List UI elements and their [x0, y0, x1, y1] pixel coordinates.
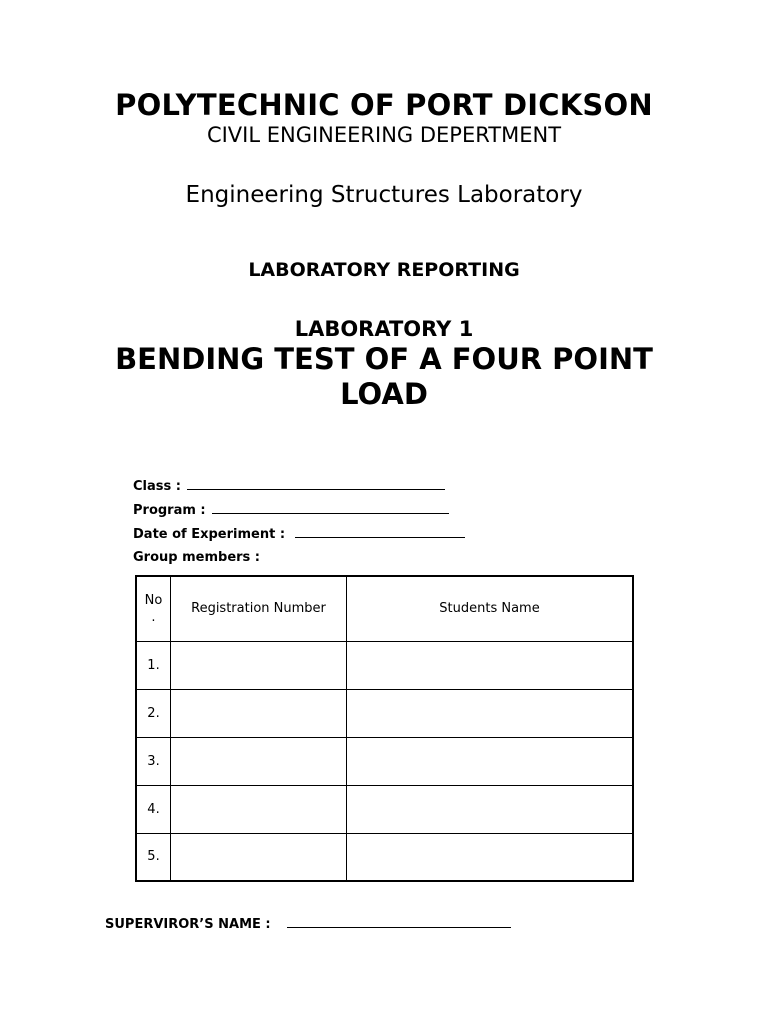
department-name: CIVIL ENGINEERING DEPERTMENT	[206, 123, 562, 147]
student-name-cell[interactable]	[347, 833, 634, 881]
supervisor-blank-line[interactable]	[287, 916, 511, 928]
lab-number: LABORATORY 1	[294, 317, 474, 341]
registration-cell[interactable]	[171, 641, 347, 689]
experiment-title	[0, 342, 768, 412]
group-members-table	[135, 575, 634, 882]
program-label: Program :	[133, 503, 206, 518]
header-registration: Registration Number	[171, 576, 347, 641]
header-no-line2: .	[151, 609, 156, 625]
program-field	[133, 502, 449, 518]
experiment-title-line2: LOAD	[340, 377, 428, 411]
table-row	[136, 689, 633, 737]
row-number: 4.	[136, 785, 171, 833]
program-blank-line[interactable]	[212, 502, 449, 514]
group-members-label: Group members :	[133, 550, 261, 565]
date-blank-line[interactable]	[295, 526, 465, 538]
table-row	[136, 737, 633, 785]
supervisor-field	[105, 916, 511, 932]
table-row	[136, 641, 633, 689]
laboratory-name: Engineering Structures Laboratory	[185, 182, 583, 208]
date-field	[133, 526, 465, 542]
class-label: Class :	[133, 479, 181, 494]
table-row	[136, 833, 633, 881]
row-number: 5.	[136, 833, 171, 881]
registration-cell[interactable]	[171, 689, 347, 737]
student-name-cell[interactable]	[347, 689, 634, 737]
supervisor-label: SUPERVIROR’S NAME :	[105, 917, 271, 932]
registration-cell[interactable]	[171, 737, 347, 785]
class-blank-line[interactable]	[187, 478, 445, 490]
row-number: 3.	[136, 737, 171, 785]
report-type: LABORATORY REPORTING	[248, 259, 520, 281]
header-no	[136, 576, 171, 641]
experiment-title-line1: BENDING TEST OF A FOUR POINT	[115, 342, 653, 376]
table-header-row	[136, 576, 633, 641]
student-name-cell[interactable]	[347, 737, 634, 785]
registration-cell[interactable]	[171, 833, 347, 881]
student-name-cell[interactable]	[347, 785, 634, 833]
institution-name: POLYTECHNIC OF PORT DICKSON	[115, 88, 653, 122]
row-number: 2.	[136, 689, 171, 737]
table-row	[136, 785, 633, 833]
header-no-line1: No	[144, 592, 163, 608]
date-label: Date of Experiment :	[133, 527, 286, 542]
row-number: 1.	[136, 641, 171, 689]
student-name-cell[interactable]	[347, 641, 634, 689]
class-field	[133, 478, 445, 494]
registration-cell[interactable]	[171, 785, 347, 833]
header-students-name: Students Name	[347, 576, 634, 641]
